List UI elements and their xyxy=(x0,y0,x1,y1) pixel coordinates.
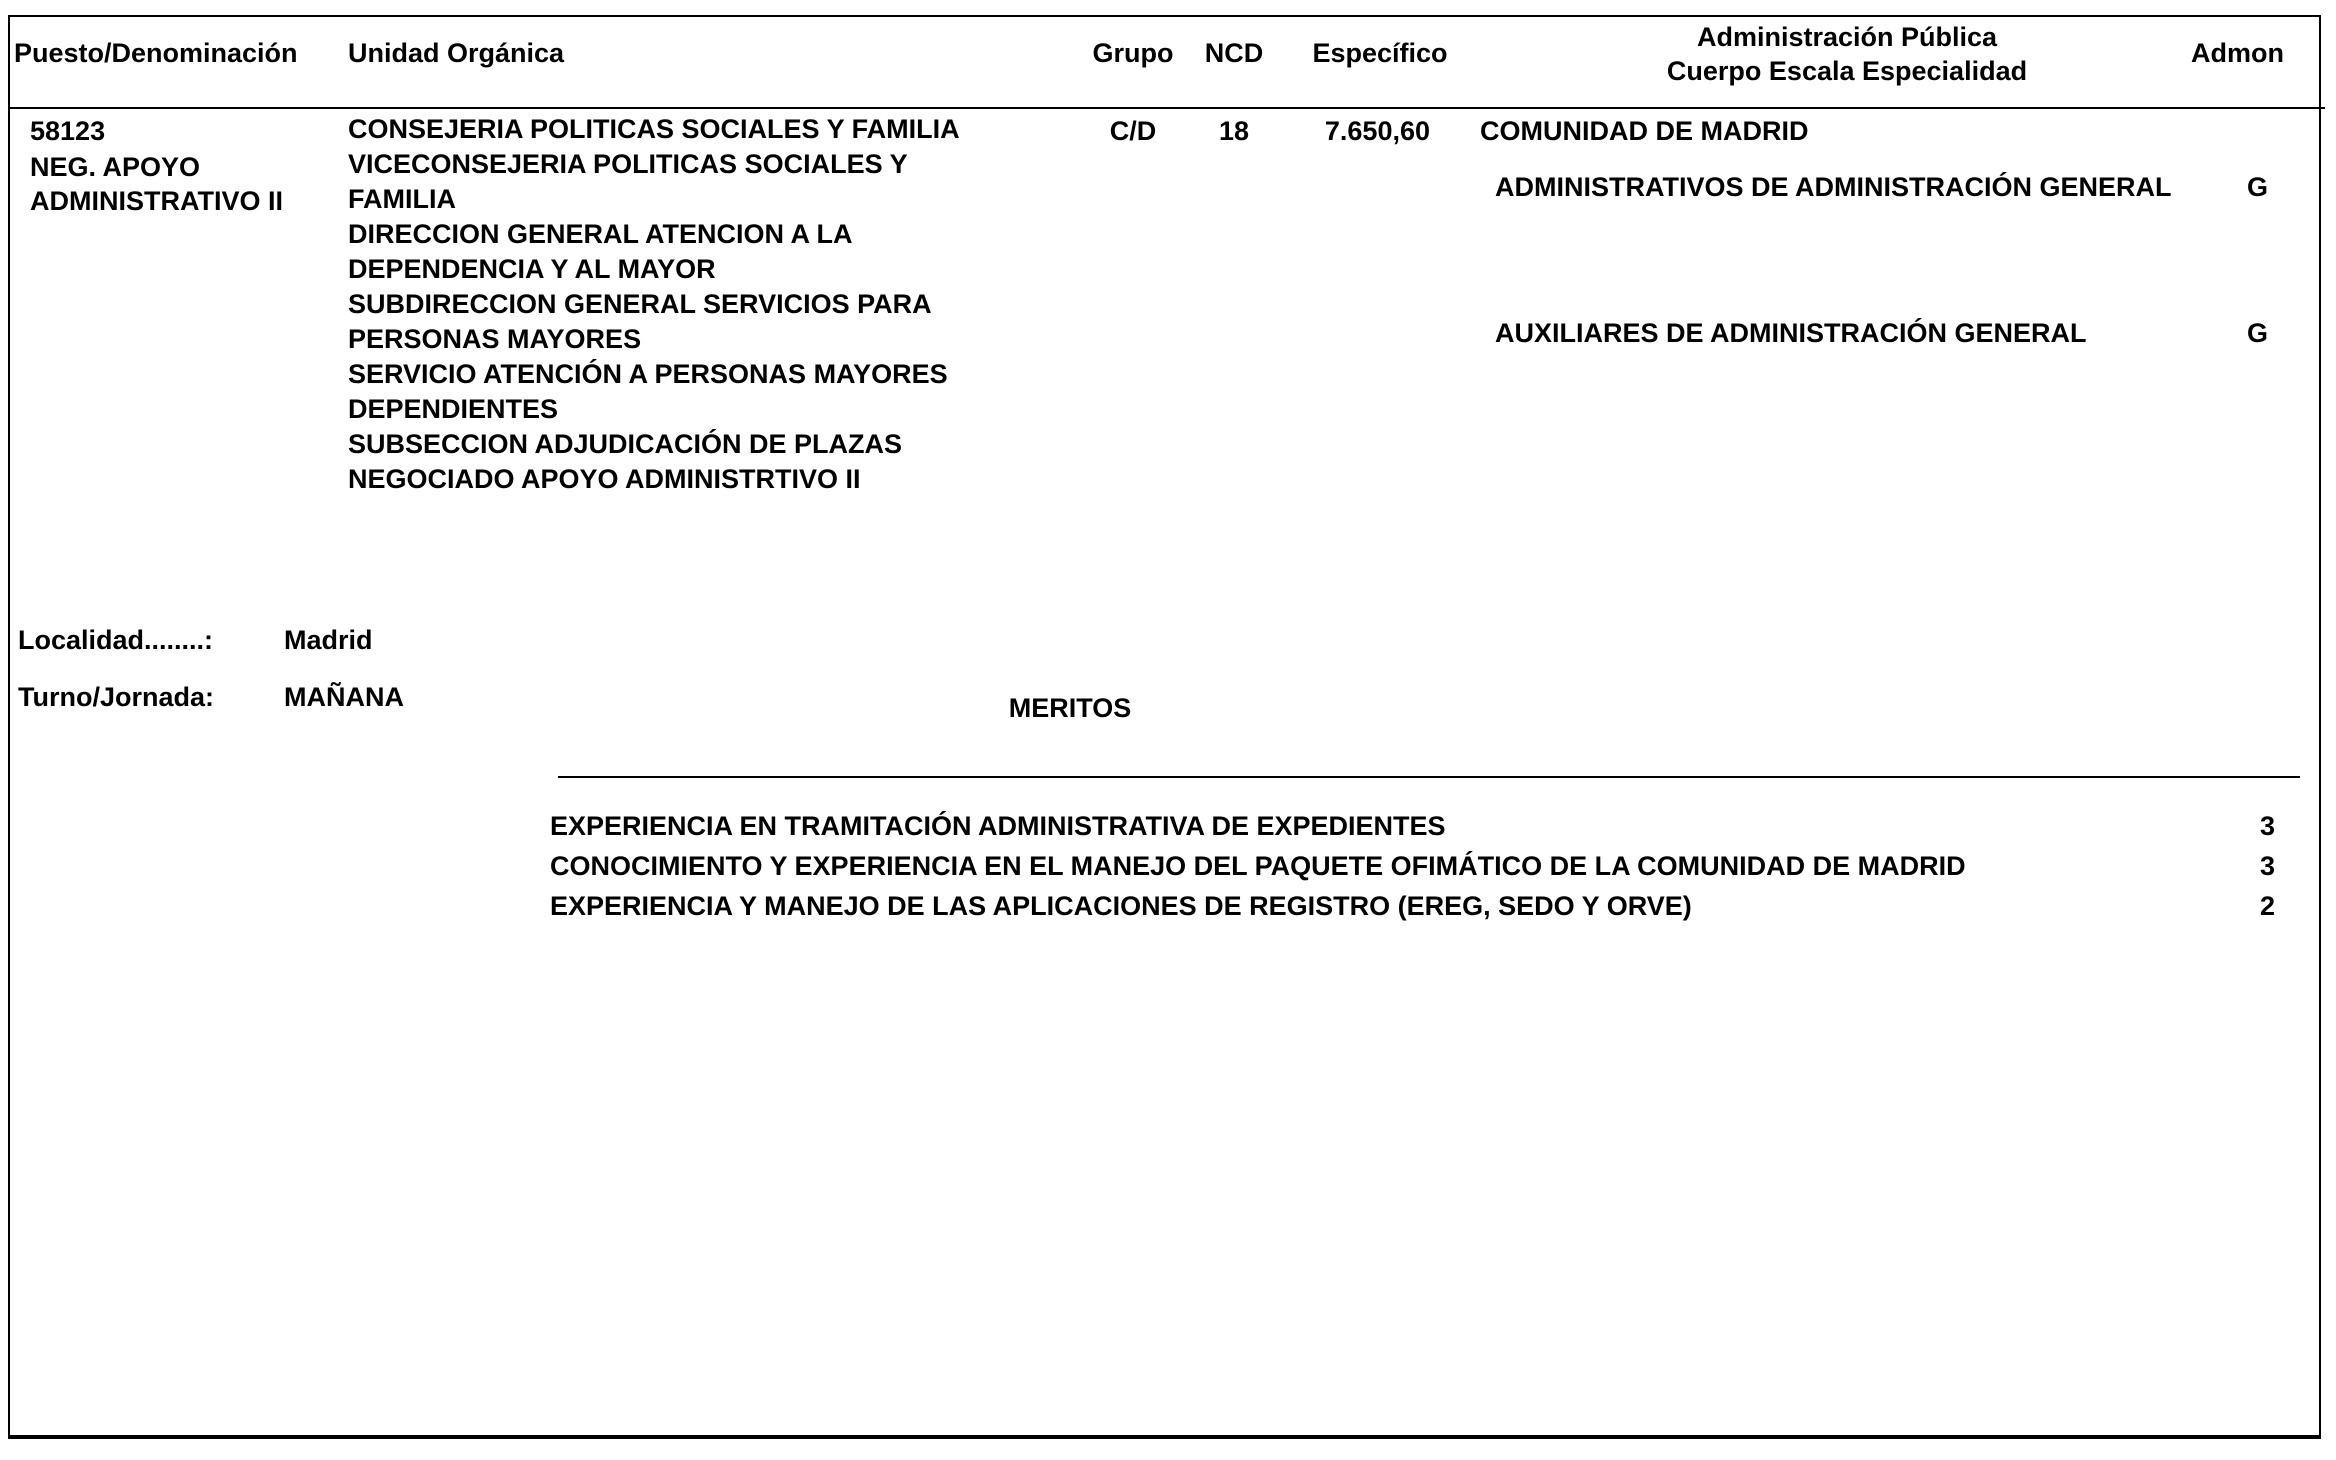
column-header-especifico: Específico xyxy=(1312,38,1448,68)
cuerpo-admon-value: G xyxy=(2246,172,2268,202)
localidad-value: Madrid xyxy=(284,625,373,655)
unidad-organica-line: DEPENDENCIA Y AL MAYOR xyxy=(348,254,716,284)
unidad-organica-line: DEPENDIENTES xyxy=(348,394,559,424)
merito-descripcion: EXPERIENCIA EN TRAMITACIÓN ADMINISTRATIVA DE EXPEDIENTES xyxy=(550,811,1446,841)
merito-puntos: 2 xyxy=(2259,891,2275,921)
unidad-organica-line: SERVICIO ATENCIÓN A PERSONAS MAYORES xyxy=(348,359,948,389)
unidad-organica-line: DIRECCION GENERAL ATENCION A LA xyxy=(348,219,853,249)
header-separator-line xyxy=(8,107,2325,109)
merito-row xyxy=(550,886,2275,926)
puesto-codigo: 58123 xyxy=(30,116,106,146)
column-header-admon: Admon xyxy=(2191,38,2284,68)
cuerpo-row xyxy=(1495,318,2268,349)
meritos-list xyxy=(550,806,2275,926)
turno-jornada-label: Turno/Jornada: xyxy=(18,682,215,712)
unidad-organica-line: SUBDIRECCION GENERAL SERVICIOS PARA xyxy=(348,289,932,319)
meritos-title: MERITOS xyxy=(1008,693,1132,723)
localidad-label: Localidad........: xyxy=(18,625,214,655)
column-header-administracion-publica xyxy=(1600,20,2094,88)
meritos-separator-line xyxy=(558,776,2300,778)
grupo-value: C/D xyxy=(1109,116,1157,146)
merito-puntos: 3 xyxy=(2259,811,2275,841)
column-header-administracion-publica-line1: Administración Pública xyxy=(1696,22,1998,52)
merito-row xyxy=(550,846,2275,886)
unidad-organica-line: NEGOCIADO APOYO ADMINISTRTIVO II xyxy=(348,464,861,494)
column-header-ncd: NCD xyxy=(1204,38,1264,68)
column-header-cuerpo-escala-especialidad: Cuerpo Escala Especialidad xyxy=(1666,56,2028,86)
merito-row xyxy=(550,806,2275,846)
unidad-organica-line: PERSONAS MAYORES xyxy=(348,324,642,354)
cuerpo-admon-value: G xyxy=(2246,318,2268,348)
column-header-unidad-organica: Unidad Orgánica xyxy=(348,38,565,68)
cuerpo-name: AUXILIARES DE ADMINISTRACIÓN GENERAL xyxy=(1495,318,2087,348)
merito-puntos: 3 xyxy=(2259,851,2275,881)
unidad-organica-line: FAMILIA xyxy=(348,184,456,214)
denominacion-line: ADMINISTRATIVO II xyxy=(30,186,283,216)
unidad-organica-line: VICECONSEJERIA POLITICAS SOCIALES Y xyxy=(348,149,908,179)
merito-descripcion: CONOCIMIENTO Y EXPERIENCIA EN EL MANEJO DEL PAQUETE OFIMÁTICO DE LA COMUNIDAD DE MADRID xyxy=(550,851,1966,881)
puesto-denominacion xyxy=(30,150,283,218)
unidad-organica xyxy=(348,112,1028,497)
cuerpos-list xyxy=(1495,172,2268,392)
ncd-value: 18 xyxy=(1218,116,1250,146)
denominacion-line: NEG. APOYO xyxy=(30,152,201,182)
turno-jornada-value: MAÑANA xyxy=(284,682,404,712)
administracion-publica-value: COMUNIDAD DE MADRID xyxy=(1480,116,1809,146)
column-header-puesto-denominacion: Puesto/Denominación xyxy=(14,38,298,68)
unidad-organica-line: SUBSECCION ADJUDICACIÓN DE PLAZAS xyxy=(348,429,903,459)
unidad-organica-line: CONSEJERIA POLITICAS SOCIALES Y FAMILIA xyxy=(348,114,960,144)
especifico-value: 7.650,60 xyxy=(1324,116,1430,146)
cuerpo-row xyxy=(1495,172,2268,203)
cuerpo-name: ADMINISTRATIVOS DE ADMINISTRACIÓN GENERAL xyxy=(1495,172,2172,202)
merito-descripcion: EXPERIENCIA Y MANEJO DE LAS APLICACIONES DE REGISTRO (EREG, SEDO Y ORVE) xyxy=(550,891,1692,921)
column-header-grupo: Grupo xyxy=(1092,38,1174,68)
